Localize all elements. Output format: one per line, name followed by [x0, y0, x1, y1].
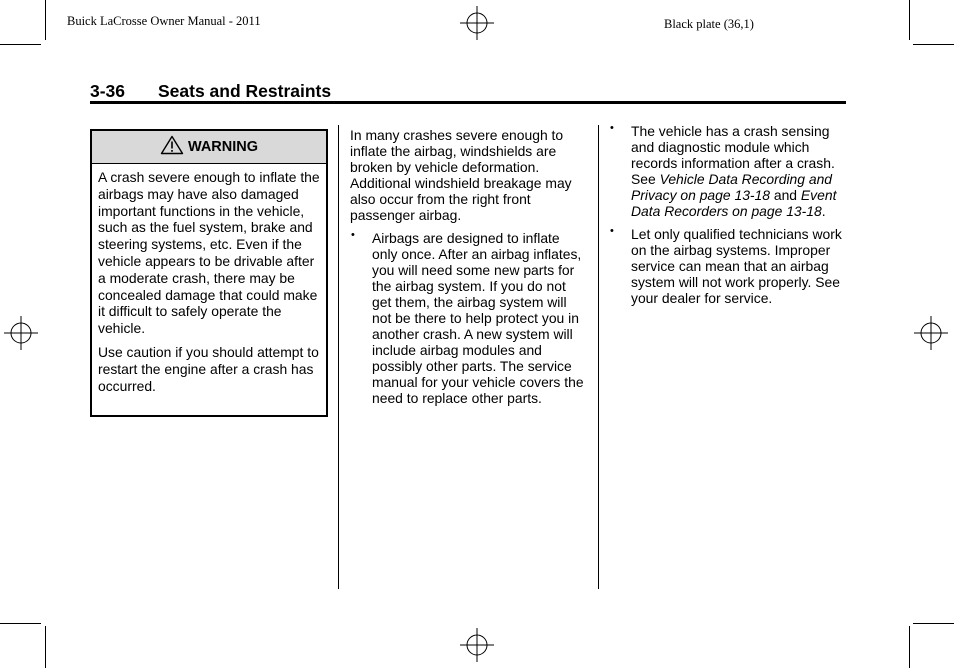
cross-reference-link[interactable]: Event Data Recorders on page 13-18: [631, 187, 837, 219]
list-item-text: Airbags are designed to inflate only once. After an airbag inflates, you will need some new parts for the airbag system. If you do not get them, the airbag system will not be there to help protect you in another crash. A new system will include airbag modules and possibly other parts. The service manual for your vehicle covers the need to replace other parts.: [372, 230, 584, 406]
bullet-icon: •: [351, 229, 355, 241]
registration-mark-icon: [914, 316, 948, 350]
list-item: [350, 230, 586, 406]
warning-triangle-icon: [160, 135, 184, 160]
list-item: [609, 123, 845, 219]
bullet-icon: •: [610, 122, 614, 134]
column-middle: [350, 127, 586, 406]
crop-mark: [0, 623, 41, 624]
intro-paragraph: In many crashes severe enough to inflate the airbag, windshields are broken by vehicle deformation. Additional windshield breakage may also occur from the right front passenger airbag.: [350, 127, 572, 223]
crop-mark: [45, 0, 46, 40]
warning-body: [92, 164, 326, 394]
list-item-text: Let only qualified technicians work on the airbag systems. Improper service can mean that an airbag system will not work properly. See your dealer for service.: [631, 226, 842, 306]
plate-label: Black plate (36,1): [664, 17, 754, 31]
column-divider: [338, 125, 339, 589]
warning-label: WARNING: [187, 139, 259, 155]
crop-mark: [0, 44, 41, 45]
list-item-text: The vehicle has a crash sensing and diagnostic module which records information after a crash. See: [631, 123, 835, 187]
column-divider: [598, 125, 599, 589]
registration-mark-icon: [460, 628, 494, 662]
list-item: [609, 226, 845, 306]
crop-mark: [909, 0, 910, 40]
cross-reference-link[interactable]: Vehicle Data Recording and Privacy on page 13-18: [631, 171, 833, 203]
page-number: 3-36: [90, 81, 126, 101]
list-item-text: and: [770, 187, 801, 203]
warning-box: [90, 129, 328, 417]
manual-title: Buick LaCrosse Owner Manual - 2011: [67, 14, 261, 28]
crop-mark: [909, 626, 910, 668]
crop-mark: [45, 626, 46, 668]
list-item-text: .: [821, 203, 826, 219]
warning-paragraph: A crash severe enough to inflate the airbags may have also damaged important functions in the vehicle, such as the fuel system, brake and steering systems, etc. Even if the vehicle appears to be drivable after a moderate crash, there may be concealed damage that could make it difficult to safely operate the vehicle.: [98, 169, 320, 337]
column-right: [609, 123, 845, 306]
section-heading: [90, 81, 331, 102]
section-rule: [90, 101, 846, 104]
warning-header: [92, 131, 326, 164]
warning-paragraph: Use caution if you should attempt to restart the engine after a crash has occurred.: [98, 343, 319, 394]
bullet-icon: •: [610, 225, 614, 237]
crop-mark: [913, 623, 954, 624]
section-title: Seats and Restraints: [158, 81, 332, 101]
crop-mark: [913, 44, 954, 45]
registration-mark-icon: [460, 6, 494, 40]
registration-mark-icon: [4, 316, 38, 350]
